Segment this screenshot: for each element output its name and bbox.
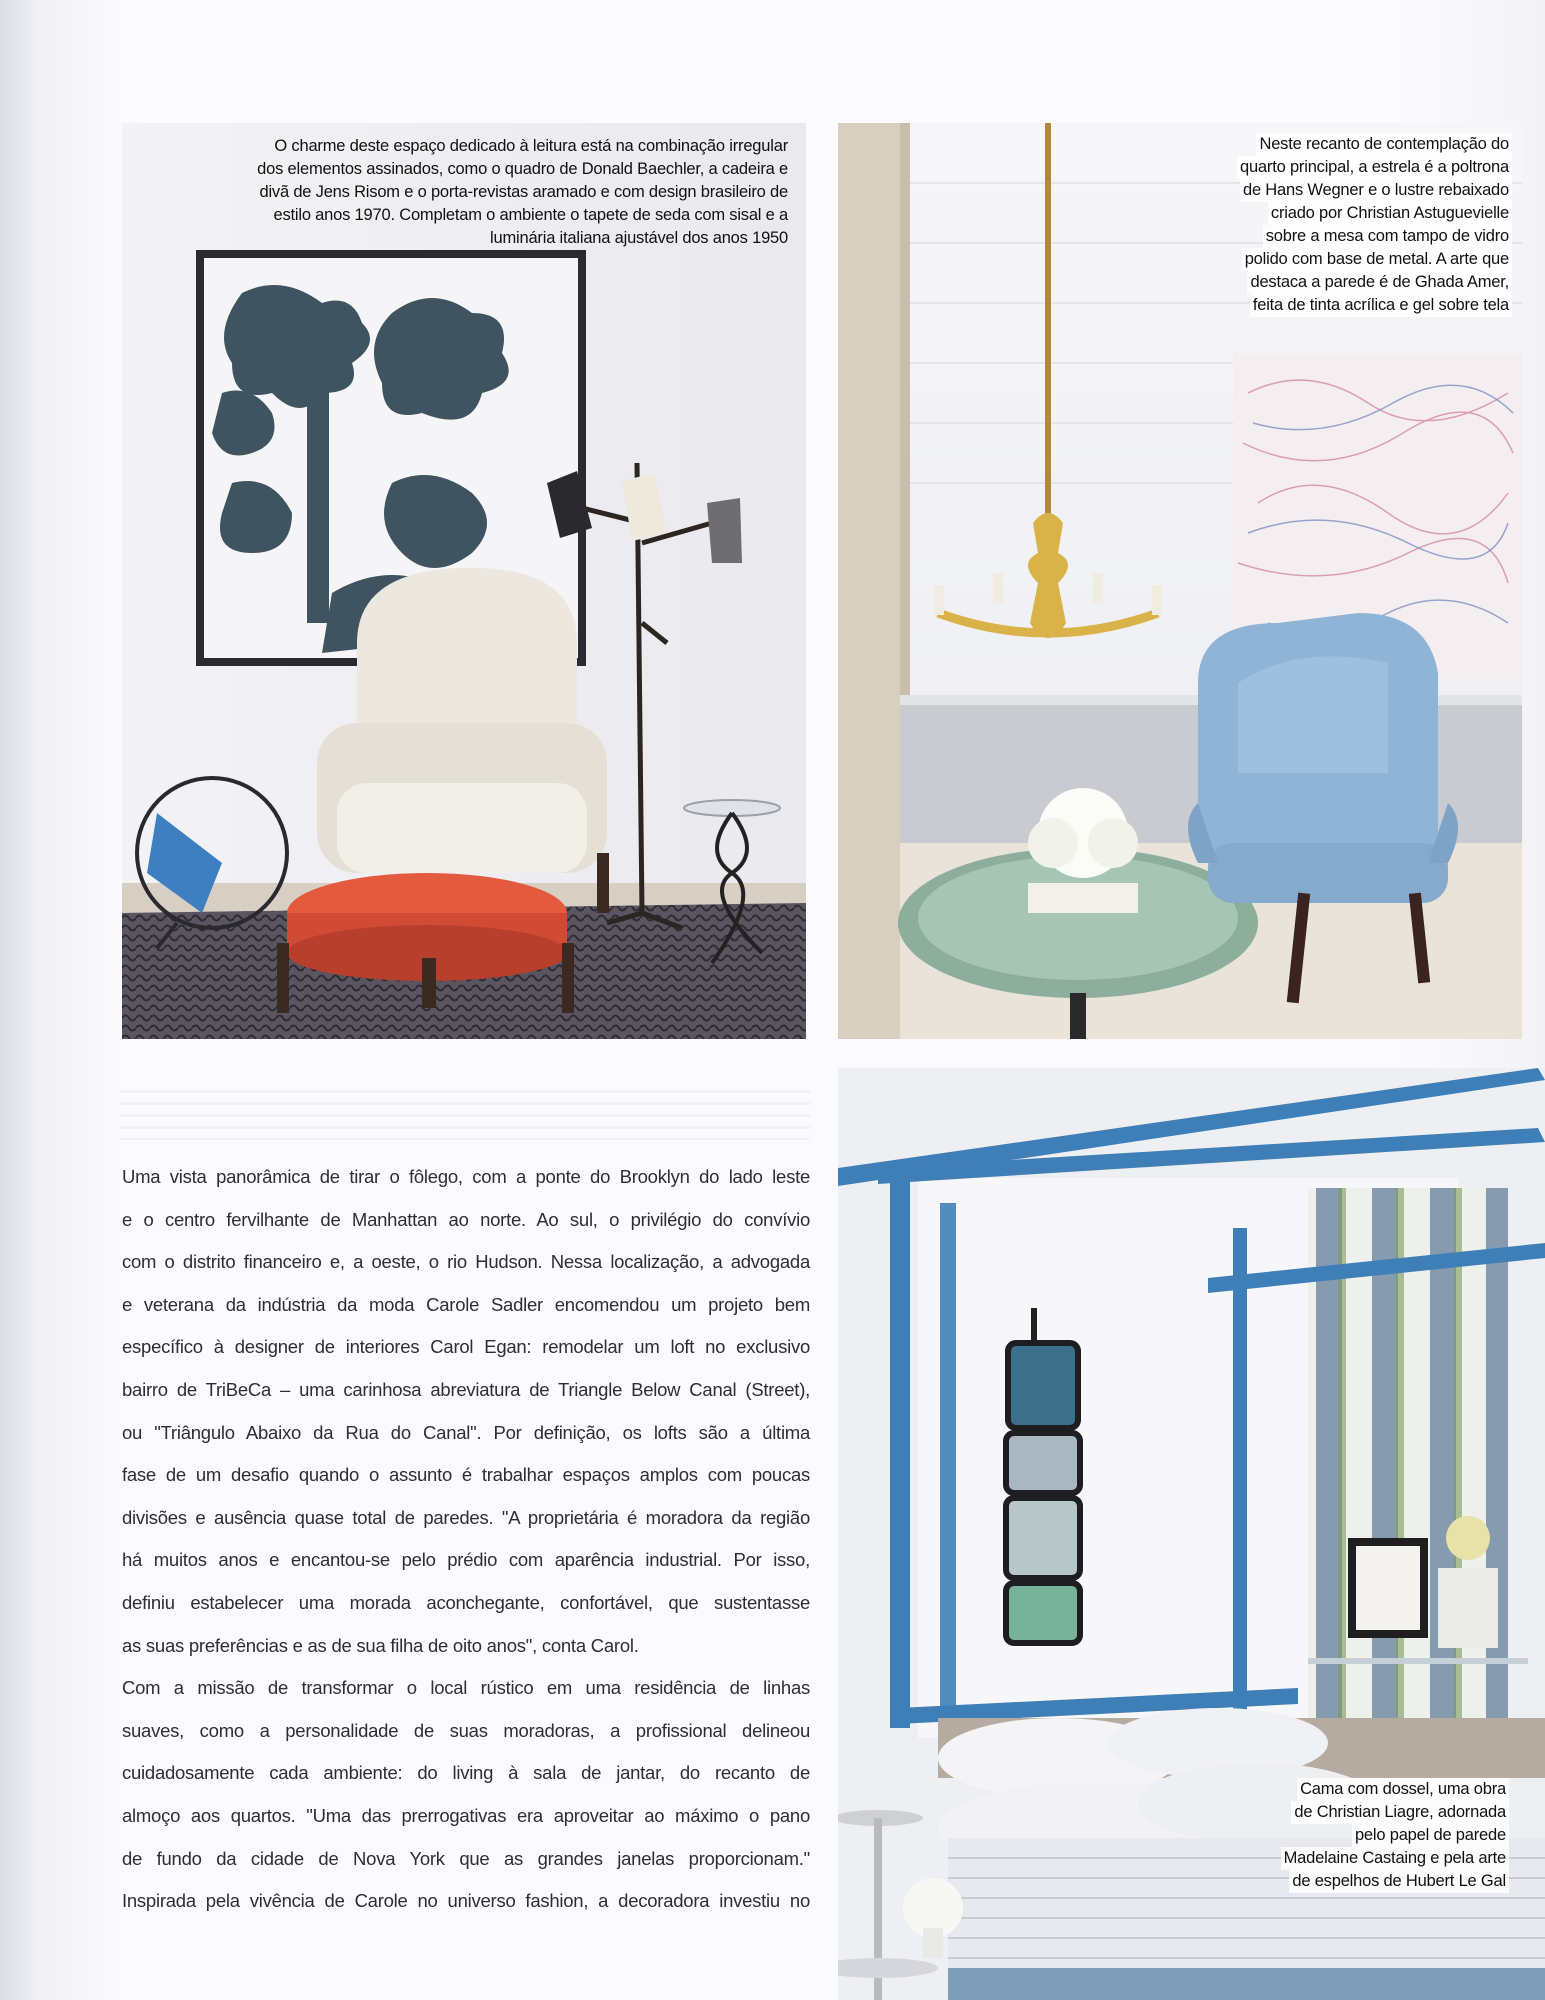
caption-line: estilo anos 1970. Completam o ambiente o tapete de seda com sisal e a (273, 206, 788, 224)
caption-line: O charme deste espaço dedicado à leitura está na combinação irregular (274, 137, 788, 155)
photo-master-bedroom-nook (838, 123, 1522, 1039)
caption-line: de Hans Wegner e o lustre rebaixado (1240, 179, 1512, 202)
article-body (122, 1156, 810, 1923)
body-line: cuidadosamente cada ambiente: do living à sala de jantar, do recanto de (122, 1762, 810, 1784)
caption-line: dos elementos assinados, como o quadro de Donald Baechler, a cadeira e (257, 160, 788, 178)
show-through-text (120, 1090, 810, 1140)
body-line: e veterana da indústria da moda Carole Sadler encomendou um projeto bem (122, 1293, 810, 1315)
caption-line: divã de Jens Risom e o porta-revistas aramado e com design brasileiro de (259, 183, 788, 201)
body-line: as suas preferências e as de sua filha de oito anos", conta Carol. (122, 1634, 639, 1656)
body-line: de fundo da cidade de Nova York que as grandes janelas proporcionam." (122, 1847, 810, 1869)
caption-line: de Christian Liagre, adornada (1291, 1801, 1509, 1824)
caption-reading-corner (188, 135, 788, 250)
caption-master-bedroom (1172, 133, 1512, 317)
caption-line: destaca a parede é de Ghada Amer, (1247, 271, 1512, 294)
body-line: divisões e ausência quase total de paredes. "A proprietária é moradora da região (122, 1506, 810, 1528)
body-line: específico à designer de interiores Carol Egan: remodelar um loft no exclusivo (122, 1336, 810, 1358)
caption-line: pelo papel de parede (1352, 1824, 1509, 1847)
caption-line: polido com base de metal. A arte que (1242, 248, 1512, 271)
caption-line: sobre a mesa com tampo de vidro (1263, 225, 1512, 248)
body-line: bairro de TriBeCa – uma carinhosa abreviatura de Triangle Below Canal (Street), (122, 1378, 810, 1400)
body-line: almoço aos quartos. "Uma das prerrogativas era aproveitar ao máximo o pano (122, 1804, 810, 1826)
photo-reading-corner (122, 123, 806, 1039)
body-line: Uma vista panorâmica de tirar o fôlego, com a ponte do Brooklyn do lado leste (122, 1166, 810, 1187)
caption-line: luminária italiana ajustável dos anos 1950 (490, 229, 788, 247)
caption-line: Madelaine Castaing e pela arte (1281, 1847, 1509, 1870)
body-line: Com a missão de transformar o local rústico em uma residência de linhas (122, 1677, 810, 1699)
mirror-artwork (1006, 1308, 1080, 1643)
caption-canopy-bed (1229, 1778, 1509, 1893)
body-line: fase de um desafio quando o assunto é trabalhar espaços amplos com poucas (122, 1464, 810, 1486)
body-line: e o centro fervilhante de Manhattan ao norte. Ao sul, o privilégio do convívio (122, 1208, 810, 1230)
wing-chair (317, 568, 609, 913)
body-line: definiu estabelecer uma morada aconchegante, confortável, que sustentasse (122, 1591, 810, 1613)
body-line: há muitos anos e encantou-se pelo prédio com aparência industrial. Por isso, (122, 1549, 810, 1571)
caption-line: criado por Christian Astuguevielle (1268, 202, 1512, 225)
body-line: com o distrito financeiro e, a oeste, o rio Hudson. Nessa localização, a advogada (122, 1251, 810, 1273)
caption-line: feita de tinta acrílica e gel sobre tela (1250, 294, 1512, 317)
caption-line: de espelhos de Hubert Le Gal (1289, 1870, 1509, 1893)
caption-line: Neste recanto de contemplação do (1256, 133, 1512, 156)
body-line: Inspirada pela vivência de Carole no universo fashion, a decoradora investiu no (122, 1890, 810, 1912)
body-line: ou "Triângulo Abaixo da Rua do Canal". Por definição, os lofts são a última (122, 1421, 810, 1443)
body-line: suaves, como a personalidade de suas moradoras, a profissional delineou (122, 1719, 810, 1741)
photo-canopy-bed (838, 1068, 1545, 2000)
caption-line: Cama com dossel, uma obra (1297, 1778, 1509, 1801)
caption-line: quarto principal, a estrela é a poltrona (1237, 156, 1512, 179)
